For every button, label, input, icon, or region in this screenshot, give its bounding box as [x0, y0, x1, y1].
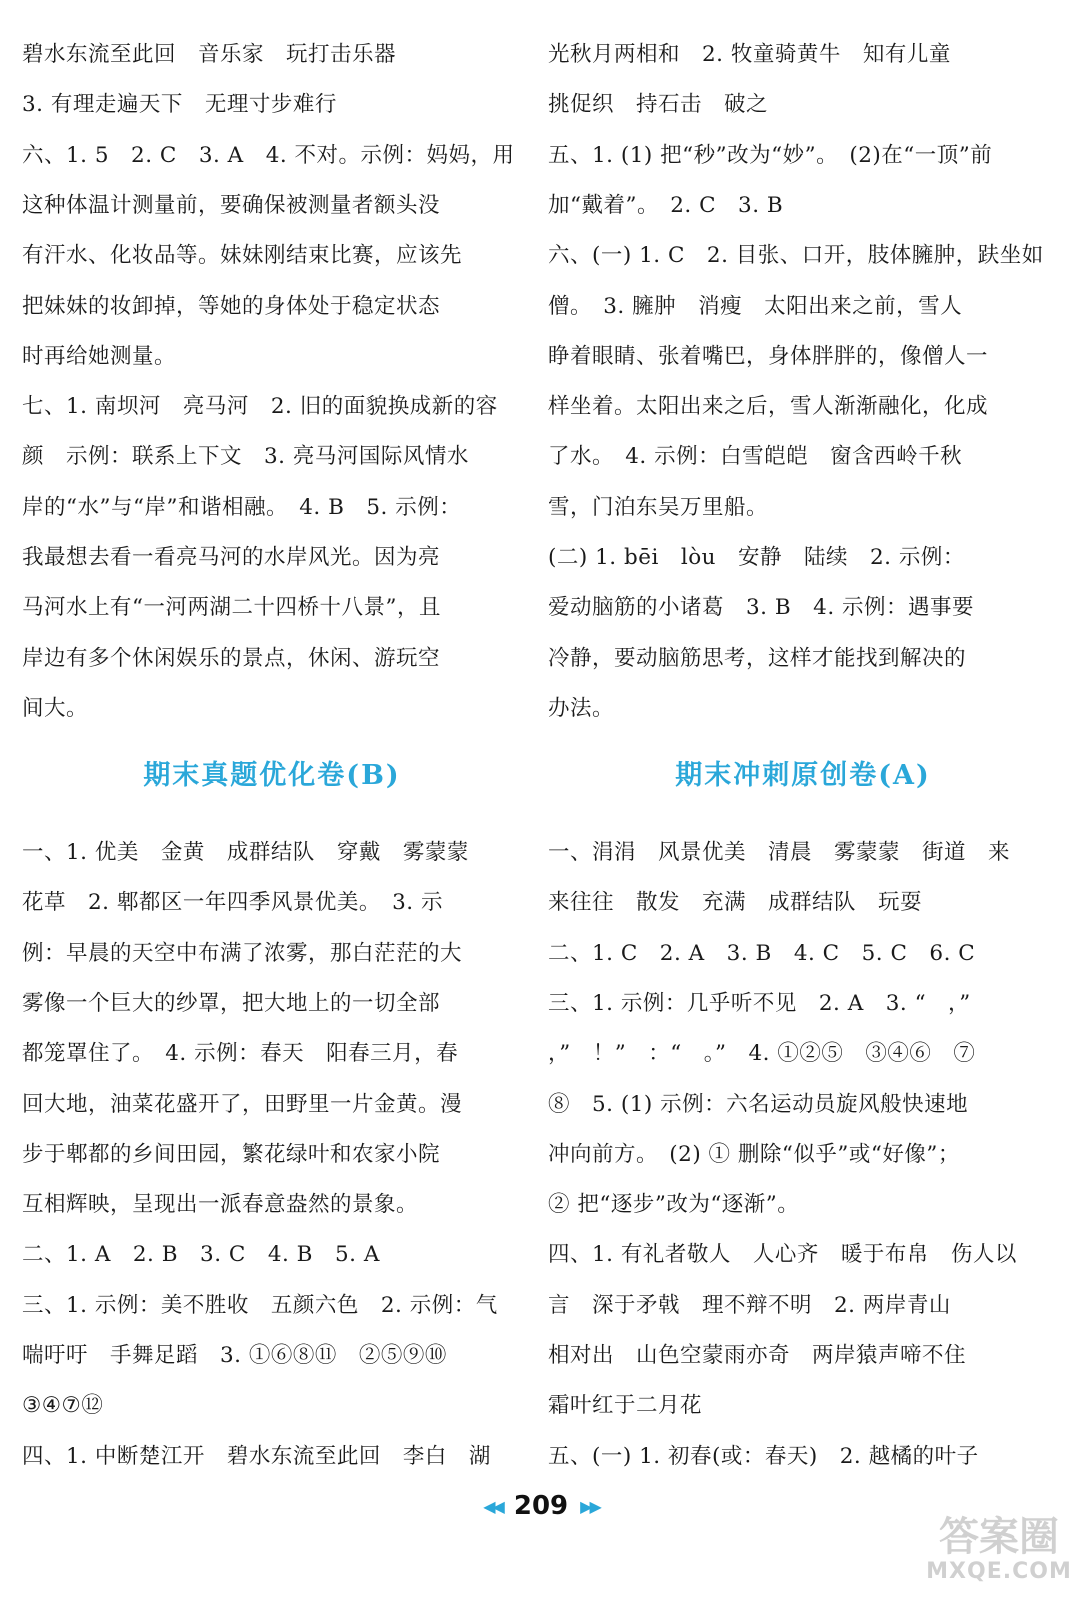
answer-line: 步于郫都的乡间田园，繁花绿叶和农家小院 [22, 1141, 441, 1167]
answer-line: 加“戴着”。 2. C 3. B [548, 192, 784, 218]
answer-line: 例：早晨的天空中布满了浓雾，那白茫茫的大 [22, 940, 463, 966]
answer-line: 僧。 3. 臃肿 消瘦 太阳出来之前，雪人 [548, 293, 963, 319]
answer-line: 六、1. 5 2. C 3. A 4. 不对。示例：妈妈，用 [22, 142, 515, 168]
section-heading: 期末真题优化卷(B) [143, 760, 401, 791]
answer-line: 五、1. (1) 把“秒”改为“妙”。 (2)在“一顶”前 [548, 142, 993, 168]
answer-line: 这种体温计测量前，要确保被测量者额头没 [22, 192, 441, 218]
answer-line: 马河水上有“一河两湖二十四桥十八景”，且 [22, 595, 441, 621]
answer-line: 把妹妹的妆卸掉，等她的身体处于稳定状态 [22, 293, 441, 319]
answer-line: 四、1. 中断楚江开 碧水东流至此回 李白 湖 [22, 1443, 491, 1469]
answer-line: 二、1. C 2. A 3. B 4. C 5. C 6. C [548, 940, 976, 966]
answer-line: 雪，门泊东吴万里船。 [548, 494, 769, 520]
answer-line: 雾像一个巨大的纱罩，把大地上的一切全部 [22, 990, 441, 1016]
page-number: 209 [513, 1491, 569, 1521]
answer-line: 间大。 [22, 695, 89, 721]
answer-line: 互相辉映，呈现出一派春意盎然的景象。 [22, 1192, 419, 1218]
answer-line: 相对出 山色空蒙雨亦奇 两岸猿声啼不住 [548, 1343, 967, 1368]
answer-line: ② 把“逐步”改为“逐渐”。 [548, 1192, 800, 1218]
answer-line: 来往往 散发 充满 成群结队 玩耍 [548, 890, 923, 916]
answer-line: 冷静，要动脑筋思考，这样才能找到解决的 [548, 645, 967, 671]
answer-line: 五、(一) 1. 初春(或：春天) 2. 越橘的叶子 [548, 1443, 979, 1469]
answer-line: 一、涓涓 风景优美 清晨 雾蒙蒙 街道 来 [548, 840, 1011, 865]
answer-line: 岸的“水”与“岸”和谐相融。 4. B 5. 示例： [22, 494, 462, 520]
answer-line: 有汗水、化妆品等。妹妹刚结束比赛，应该先 [22, 243, 463, 269]
answer-line: 二、1. A 2. B 3. C 4. B 5. A [22, 1242, 380, 1268]
answer-line: 时再给她测量。 [22, 343, 177, 369]
answer-line: 睁着眼睛、张着嘴巴，身体胖胖的，像僧人一 [548, 343, 989, 369]
answer-line: (二) 1. bēi lòu 安静 陆续 2. 示例： [548, 545, 965, 570]
answer-line: 四、1. 有礼者敬人 人心齐 暖于布帛 伤人以 [548, 1242, 1017, 1268]
answer-line: ⑧ 5. (1) 示例：六名运动员旋风般快速地 [548, 1091, 969, 1117]
answer-line: ③④⑦⑫ [22, 1393, 104, 1419]
answer-line: 霜叶红于二月花 [548, 1393, 703, 1419]
answer-line: 我最想去看一看亮马河的水岸风光。因为亮 [22, 545, 441, 570]
answer-line: 岸边有多个休闲娱乐的景点，休闲、游玩空 [22, 645, 441, 671]
next-arrows-icon[interactable]: ▶▶ [580, 1496, 599, 1516]
answer-line: 言 深于矛戟 理不辩不明 2. 两岸青山 [548, 1292, 951, 1318]
answer-line: 花草 2. 郫都区一年四季风景优美。 3. 示 [22, 890, 443, 916]
section-heading: 期末冲刺原创卷(A) [675, 760, 931, 791]
answer-line: 了水。 4. 示例：白雪皑皑 窗含西岭千秋 [548, 444, 963, 470]
watermark-logo [924, 1506, 1074, 1592]
answer-line: 回大地，油菜花盛开了，田野里一片金黄。漫 [22, 1091, 463, 1117]
answer-line: 三、1. 示例：几乎听不见 2. A 3. “ ，” [548, 990, 971, 1016]
answer-line: ，” ！” ：“ 。” 4. ①②⑤ ③④⑥ ⑦ [548, 1041, 976, 1067]
watermark-title: 答案圈 [939, 1514, 1059, 1560]
answer-line: 喘吁吁 手舞足蹈 3. ①⑥⑧⑪ ②⑤⑨⑩ [22, 1343, 447, 1368]
answer-line: 冲向前方。 (2) ① 删除“似乎”或“好像”； [548, 1141, 960, 1167]
answer-line: 都笼罩住了。 4. 示例：春天 阳春三月，春 [22, 1041, 459, 1067]
answer-line: 一、1. 优美 金黄 成群结队 穿戴 雾蒙蒙 [22, 840, 469, 865]
prev-arrows-icon[interactable]: ◀◀ [483, 1496, 502, 1516]
answer-line: 七、1. 南坝河 亮马河 2. 旧的面貌换成新的容 [22, 394, 498, 420]
answer-line: 六、(一) 1. C 2. 目张、口开，肢体臃肿，趺坐如 [548, 243, 1044, 269]
answer-line: 爱动脑筋的小诸葛 3. B 4. 示例：遇事要 [548, 595, 974, 621]
watermark-url: MXQE.COM [926, 1559, 1072, 1584]
answer-line: 挑促织 持石击 破之 [548, 92, 769, 118]
answer-line: 样坐着。太阳出来之后，雪人渐渐融化，化成 [548, 394, 989, 420]
answer-line: 颜 示例：联系上下文 3. 亮马河国际风情水 [22, 444, 469, 470]
answer-line: 3. 有理走遍天下 无理寸步难行 [22, 92, 337, 118]
page-footer [0, 1486, 1082, 1526]
answer-line: 办法。 [548, 695, 615, 721]
answer-line: 光秋月两相和 2. 牧童骑黄牛 知有儿童 [548, 42, 951, 67]
answer-line: 三、1. 示例：美不胜收 五颜六色 2. 示例：气 [22, 1292, 498, 1318]
answer-line: 碧水东流至此回 音乐家 玩打击乐器 [22, 42, 397, 67]
